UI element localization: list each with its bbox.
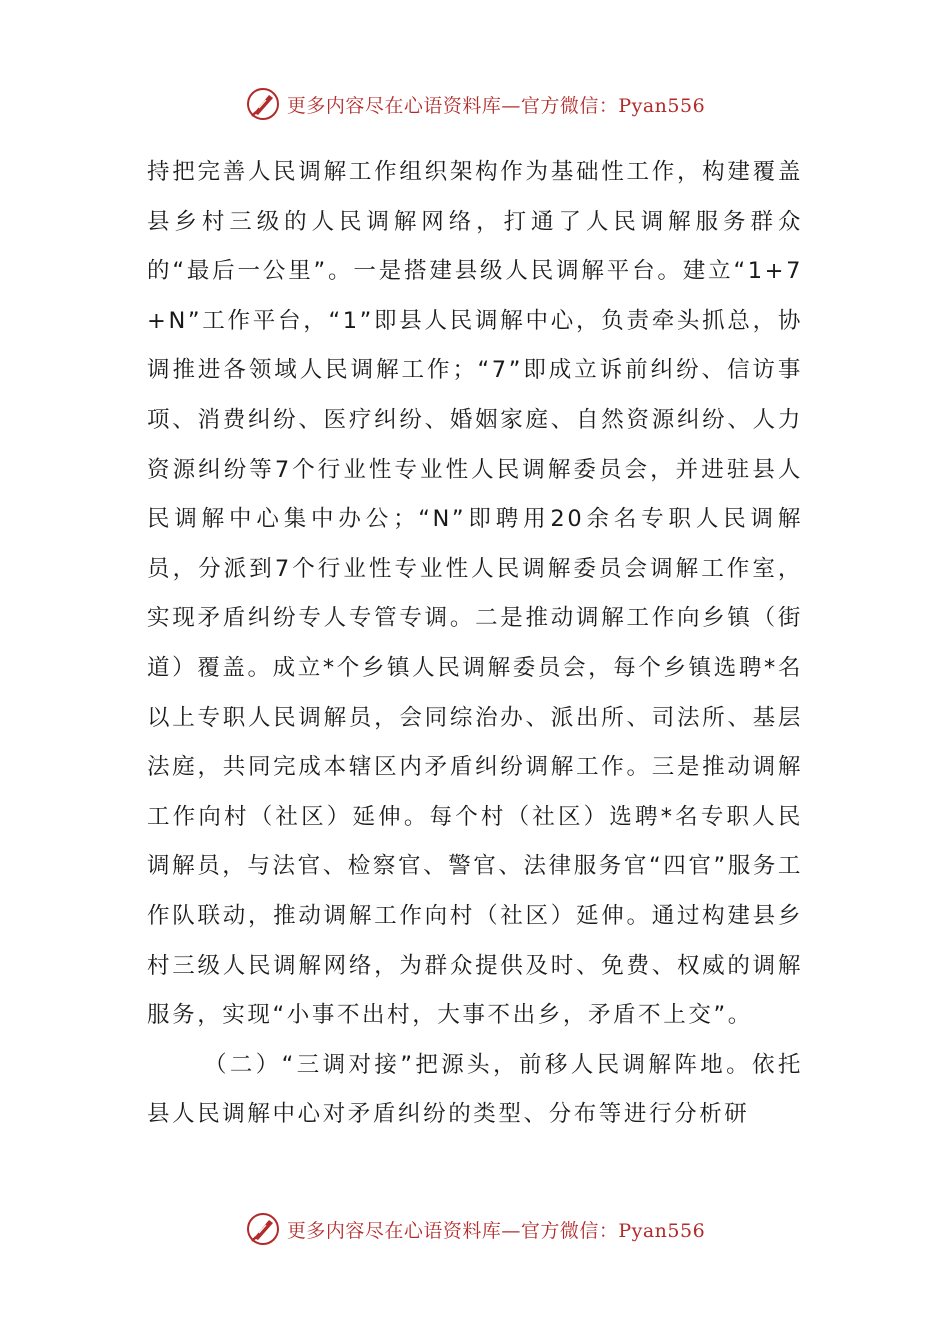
document-body (147, 148, 803, 1140)
paragraph-2: （二）“三调对接”把源头，前移人民调解阵地。依托县人民调解中心对矛盾纠纷的类型、分布等进行分析研 (147, 1051, 803, 1128)
paragraph-1: 持把完善人民调解工作组织架构作为基础性工作，构建覆盖县乡村三级的人民调解网络，打通了人民调解服务群众的“最后一公里”。一是搭建县级人民调解平台。建立“1+7+N”工作平台，“1”即县人民调解中心，负责牵头抓总，协调推进各领域人民调解工作；“7”即成立诉前纠纷、信访事项、消费纠纷、医疗纠纷、婚姻家庭、自然资源纠纷、人力资源纠纷等7个行业性专业性人民调解委员会，并进驻县人民调解中心集中办公；“N”即聘用20余名专职人民调解员，分派到7个行业性专业性人民调解委员会调解工作室，实现矛盾纠纷专人专管专调。二是推动调解工作向乡镇（街道）覆盖。成立*个乡镇人民调解委员会，每个乡镇选聘*名以上专职人民调解员，会同综治办、派出所、司法所、基层法庭，共同完成本辖区内矛盾纠纷调解工作。三是推动调解工作向村（社区）延伸。每个村（社区）选聘*名专职人民调解员，与法官、检察官、警官、法律服务官“四官”服务工作队联动，推动调解工作向村（社区）延伸。通过构建县乡村三级人民调解网络，为群众提供及时、免费、权威的调解服务，实现“小事不出村，大事不出乡，矛盾不上交”。 (147, 159, 804, 1029)
watermark-text: 更多内容尽在心语资料库—官方微信：Pyan556 (286, 94, 706, 117)
watermark-text: 更多内容尽在心语资料库—官方微信：Pyan556 (286, 1219, 706, 1242)
footer-watermark (0, 1209, 950, 1249)
quill-seal-icon (245, 86, 281, 122)
header-watermark (0, 84, 950, 124)
quill-seal-icon (245, 1211, 281, 1247)
